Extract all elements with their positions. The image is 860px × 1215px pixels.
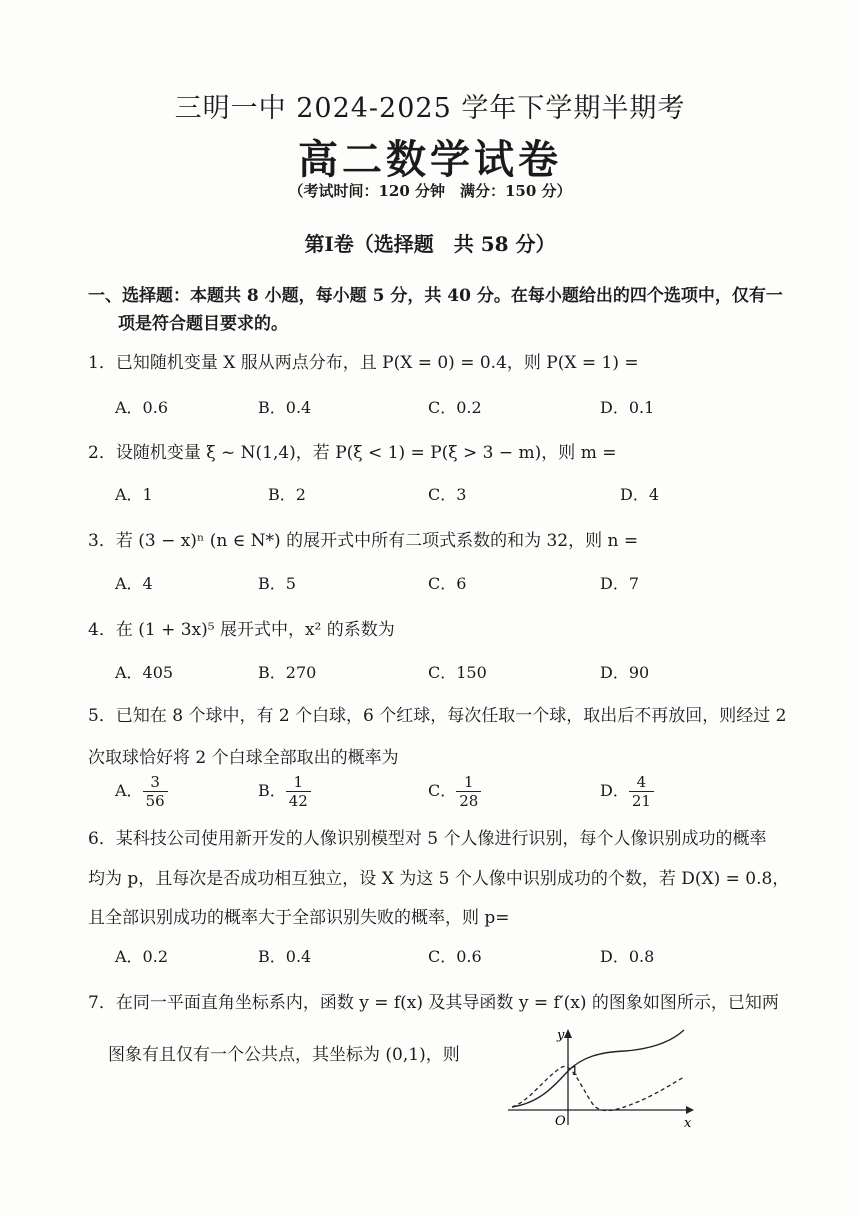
question-5-line-2: 次取球恰好将 2 个白球全部取出的概率为 [88, 748, 399, 768]
q5-option-c-letter: C． [428, 781, 457, 800]
y-axis-label: y [557, 1028, 565, 1043]
question-6-line-3: 且全部识别成功的概率大于全部识别失败的概率，则 p= [88, 908, 510, 928]
q1-option-a[interactable]: A．0.6 [115, 398, 169, 417]
q5-option-b-letter: B． [258, 781, 286, 800]
section-instructions [88, 282, 788, 338]
instructions-line-1: 一、选择题：本题共 8 小题，每小题 5 分，共 40 分。在每小题给出的四个选项中，仅有一 [88, 286, 783, 306]
volume-heading: 第Ⅰ卷（选择题 共 58 分） [304, 232, 556, 256]
question-6-line-1: 6．某科技公司使用新开发的人像识别模型对 5 个人像进行识别，每个人像识别成功的概率 [88, 829, 767, 849]
q5-option-a-numerator: 3 [143, 773, 168, 792]
q6-option-c[interactable]: C．0.6 [428, 947, 482, 966]
q5-option-a[interactable] [115, 773, 168, 810]
page-title: 高二数学试卷 [298, 136, 562, 183]
q1-option-c[interactable]: C．0.2 [428, 398, 482, 417]
q5-option-d-letter: D． [600, 781, 629, 800]
q4-option-d[interactable]: D．90 [600, 663, 650, 682]
q4-option-a[interactable]: A．405 [115, 663, 174, 682]
x-axis-arrow-icon [686, 1106, 694, 1114]
q1-option-b[interactable]: B．0.4 [258, 398, 312, 417]
q5-option-a-denominator: 56 [145, 792, 165, 810]
q3-option-d[interactable]: D．7 [600, 574, 640, 593]
q5-option-c-numerator: 1 [456, 773, 481, 792]
q5-option-b[interactable] [258, 773, 311, 810]
q4-option-c[interactable]: C．150 [428, 663, 487, 682]
q1-option-d[interactable]: D．0.1 [600, 398, 655, 417]
question-2: 2．设随机变量 ξ ~ N(1,4)，若 P(ξ < 1) = P(ξ > 3 − m)，则 m = [88, 443, 617, 463]
q5-option-a-letter: A． [115, 781, 143, 800]
q3-option-c[interactable]: C．6 [428, 574, 467, 593]
x-axis-label: x [684, 1116, 692, 1130]
q5-option-b-denominator: 42 [288, 792, 308, 810]
q5-option-b-numerator: 1 [286, 773, 311, 792]
question-1: 1．已知随机变量 X 服从两点分布，且 P(X = 0) = 0.4，则 P(X = 1) = [88, 353, 639, 373]
q2-option-b[interactable]: B．2 [268, 485, 306, 504]
q5-option-c-denominator: 28 [459, 792, 479, 810]
question-3: 3．若 (3 − x)ⁿ (n ∈ N*) 的展开式中所有二项式系数的和为 32，则 n = [88, 531, 639, 551]
question-5-line-1: 5．已知在 8 个球中，有 2 个白球，6 个红球，每次任取一个球，取出后不再放回，则经过 2 [88, 706, 787, 726]
question-7-line-2: 图象有且仅有一个公共点，其坐标为 (0,1)，则 [108, 1045, 460, 1065]
q5-option-d[interactable] [600, 773, 654, 810]
q6-option-d[interactable]: D．0.8 [600, 947, 655, 966]
school-line: 三明一中 2024-2025 学年下学期半期考 [174, 93, 686, 124]
origin-label: O [555, 1114, 566, 1129]
q2-option-a[interactable]: A．1 [115, 485, 153, 504]
q3-option-a[interactable]: A．4 [115, 574, 153, 593]
q5-option-d-denominator: 21 [631, 792, 651, 810]
q6-option-b[interactable]: B．0.4 [258, 947, 312, 966]
question-6-line-2: 均为 p，且每次是否成功相互独立，设 X 为这 5 个人像中识别成功的个数，若 D(X) = 0.8， [88, 869, 790, 889]
q5-option-d-numerator: 4 [629, 773, 654, 792]
question-4: 4．在 (1 + 3x)⁵ 展开式中，x² 的系数为 [88, 620, 395, 640]
instructions-line-2: 项是符合题目要求的。 [118, 314, 288, 334]
q5-option-c[interactable] [428, 773, 481, 810]
function-graph [500, 1025, 695, 1130]
y-axis-arrow-icon [564, 1029, 572, 1038]
exam-info: （考试时间：120 分钟 满分：150 分） [288, 182, 572, 200]
q6-option-a[interactable]: A．0.2 [115, 947, 169, 966]
q2-option-d[interactable]: D．4 [620, 485, 660, 504]
f-curve [512, 1030, 684, 1107]
question-7-line-1: 7．在同一平面直角坐标系内，函数 y = f(x) 及其导函数 y = f′(x) 的图象如图所示，已知两 [88, 993, 779, 1013]
q3-option-b[interactable]: B．5 [258, 574, 296, 593]
q2-option-c[interactable]: C．3 [428, 485, 467, 504]
f-prime-curve [512, 1067, 684, 1111]
q4-option-b[interactable]: B．270 [258, 663, 317, 682]
intersection-label: 1 [571, 1064, 579, 1078]
